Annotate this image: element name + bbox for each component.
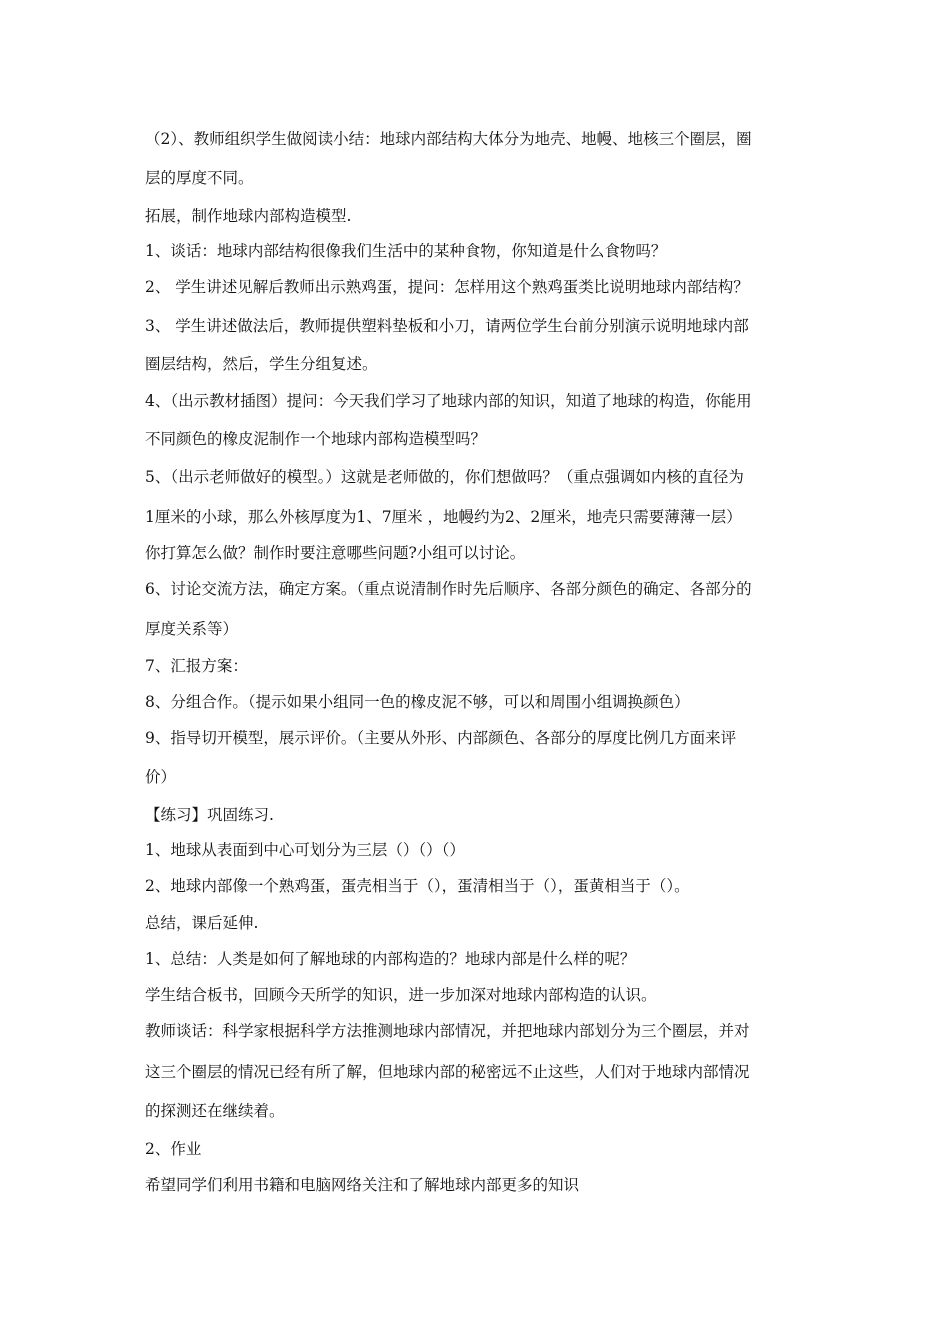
text-line: 厚度关系等） xyxy=(145,620,239,638)
text-line: 圈层结构，然后，学生分组复述。 xyxy=(145,355,378,373)
text-line: 希望同学们利用书籍和电脑网络关注和了解地球内部更多的知识 xyxy=(145,1176,580,1194)
text-line: 2、作业 xyxy=(145,1140,202,1158)
text-line: 5、（出示老师做好的模型。）这就是老师做的，你们想做吗？（重点强调如内核的直径为 xyxy=(145,468,744,486)
text-line: 1厘米的小球，那么外核厚度为1、7厘米 ，地幔约为2、2厘米，地壳只需要薄薄一层） xyxy=(145,508,742,526)
text-line: 2、地球内部像一个熟鸡蛋，蛋壳相当于（），蛋清相当于（），蛋黄相当于（）。 xyxy=(145,877,690,895)
text-line: 总结，课后延伸. xyxy=(145,914,259,932)
text-line: 价） xyxy=(145,768,177,786)
text-line: 8、分组合作。（提示如果小组同一色的橡皮泥不够，可以和周围小组调换颜色） xyxy=(145,693,690,711)
text-line: 拓展，制作地球内部构造模型. xyxy=(145,207,352,225)
text-line: 2、 学生讲述见解后教师出示熟鸡蛋，提问：怎样用这个熟鸡蛋类比说明地球内部结构？ xyxy=(145,278,749,296)
text-line: 教师谈话：科学家根据科学方法推测地球内部情况，并把地球内部划分为三个圈层，并对 xyxy=(145,1022,750,1040)
text-line: 你打算怎么做？制作时要注意哪些问题?小组可以讨论。 xyxy=(145,544,526,562)
text-line: 4、（出示教材插图）提问：今天我们学习了地球内部的知识，知道了地球的构造，你能用 xyxy=(145,392,752,410)
text-line: 3、 学生讲述做法后，教师提供塑料垫板和小刀，请两位学生台前分别演示说明地球内部 xyxy=(145,317,749,335)
text-line: 1、地球从表面到中心可划分为三层（）（）（） xyxy=(145,841,465,859)
text-line: 这三个圈层的情况已经有所了解，但地球内部的秘密远不止这些，人们对于地球内部情况 xyxy=(145,1063,750,1081)
text-line: 9、指导切开模型，展示评价。（主要从外形、内部颜色、各部分的厚度比例几方面来评 xyxy=(145,729,737,747)
text-line: 的探测还在继续着。 xyxy=(145,1102,285,1120)
text-line: 1、谈话：地球内部结构很像我们生活中的某种食物，你知道是什么食物吗？ xyxy=(145,242,667,260)
text-line: 层的厚度不同。 xyxy=(145,169,254,187)
text-line: 7、汇报方案： xyxy=(145,657,248,675)
text-line: 6、讨论交流方法，确定方案。（重点说清制作时先后顺序、各部分颜色的确定、各部分的 xyxy=(145,580,752,598)
text-line: 【练习】巩固练习. xyxy=(145,806,274,824)
text-line: 学生结合板书，回顾今天所学的知识，进一步加深对地球内部构造的认识。 xyxy=(145,986,657,1004)
text-line: 不同颜色的橡皮泥制作一个地球内部构造模型吗？ xyxy=(145,430,487,448)
text-line: 1、总结：人类是如何了解地球的内部构造的？地球内部是什么样的呢？ xyxy=(145,950,636,968)
text-line: （2）、教师组织学生做阅读小结：地球内部结构大体分为地壳、地幔、地核三个圈层，圈 xyxy=(145,130,752,148)
